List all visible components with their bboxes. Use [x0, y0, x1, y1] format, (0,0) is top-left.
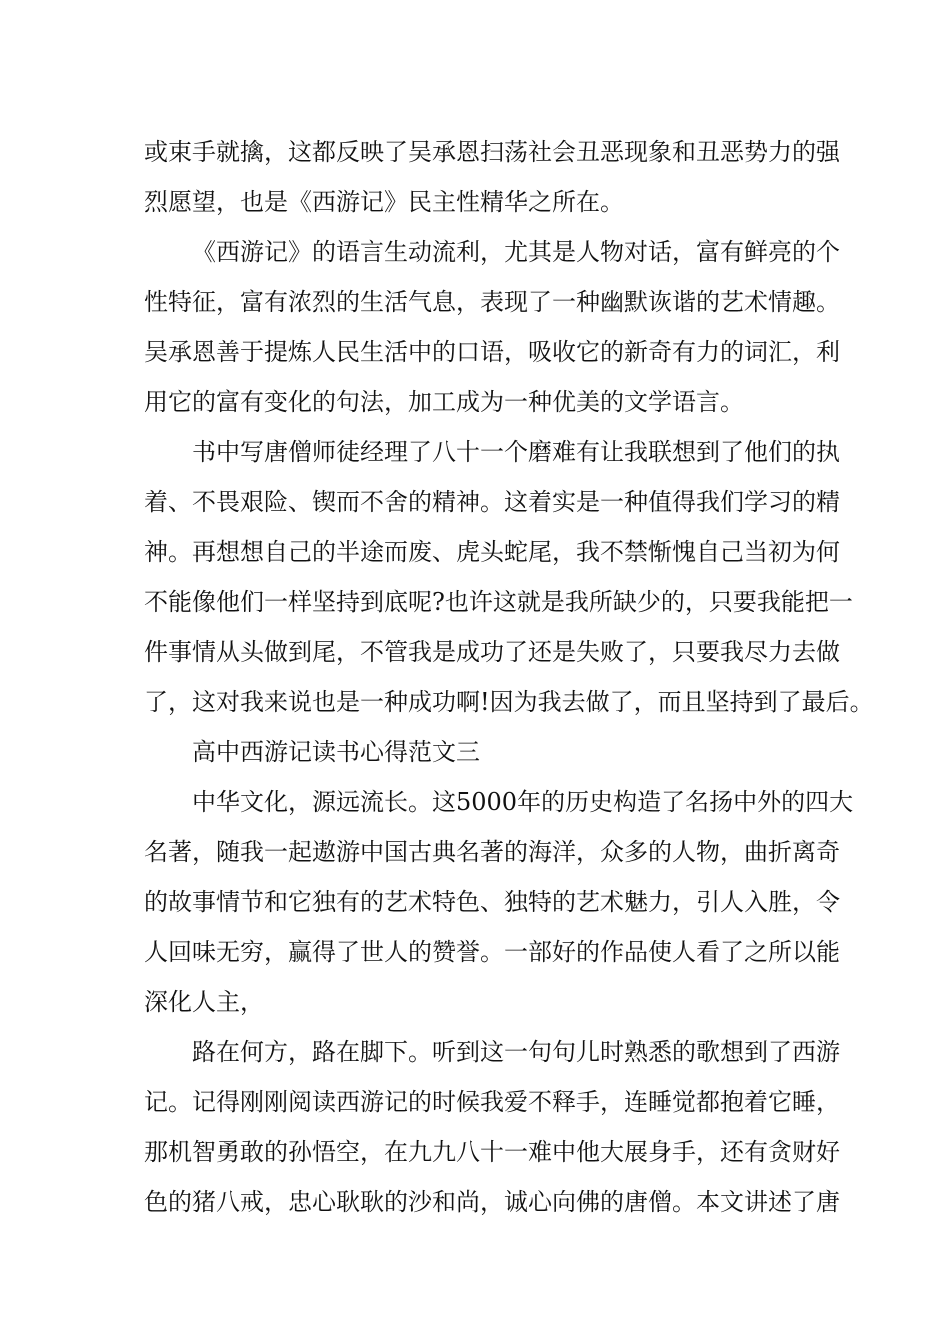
text-line: 神。再想想自己的半途而废、虎头蛇尾，我不禁惭愧自己当初为何 [144, 538, 840, 566]
text-line: 性特征，富有浓烈的生活气息，表现了一种幽默诙谐的艺术情趣。 [144, 288, 840, 316]
section-heading: 高中西游记读书心得范文三 [192, 738, 480, 766]
text-line: 那机智勇敢的孙悟空，在九九八十一难中他大展身手，还有贪财好 [144, 1138, 840, 1166]
text-line: 深化人主， [144, 988, 264, 1016]
text-line: 书中写唐僧师徒经理了八十一个磨难有让我联想到了他们的执 [192, 438, 840, 466]
text-line: 用它的富有变化的句法，加工成为一种优美的文学语言。 [144, 388, 744, 416]
text-line: 着、不畏艰险、锲而不舍的精神。这着实是一种值得我们学习的精 [144, 488, 840, 516]
text-line: 《西游记》的语言生动流利，尤其是人物对话，富有鲜亮的个 [192, 238, 840, 266]
text-line: 件事情从头做到尾，不管我是成功了还是失败了，只要我尽力去做 [144, 638, 840, 666]
text-line: 吴承恩善于提炼人民生活中的口语，吸收它的新奇有力的词汇，利 [144, 338, 840, 366]
text-line: 中华文化，源远流长。这5000年的历史构造了名扬中外的四大 [192, 788, 854, 816]
text-line: 烈愿望，也是《西游记》民主性精华之所在。 [144, 188, 624, 216]
text-line: 或束手就擒，这都反映了吴承恩扫荡社会丑恶现象和丑恶势力的强 [144, 138, 840, 166]
text-line: 色的猪八戒，忠心耿耿的沙和尚，诚心向佛的唐僧。本文讲述了唐 [144, 1188, 840, 1216]
text-line: 记。记得刚刚阅读西游记的时候我爱不释手，连睡觉都抱着它睡， [144, 1088, 840, 1116]
text-line: 的故事情节和它独有的艺术特色、独特的艺术魅力，引人入胜，令 [144, 888, 840, 916]
text-line: 人回味无穷，赢得了世人的赞誉。一部好的作品使人看了之所以能 [144, 938, 840, 966]
text-line: 名著，随我一起遨游中国古典名著的海洋，众多的人物，曲折离奇 [144, 838, 840, 866]
text-line: 不能像他们一样坚持到底呢?也许这就是我所缺少的，只要我能把一 [144, 588, 853, 616]
text-line: 路在何方，路在脚下。听到这一句句儿时熟悉的歌想到了西游 [192, 1038, 840, 1066]
text-line: 了，这对我来说也是一种成功啊!因为我去做了，而且坚持到了最后。 [144, 688, 874, 716]
